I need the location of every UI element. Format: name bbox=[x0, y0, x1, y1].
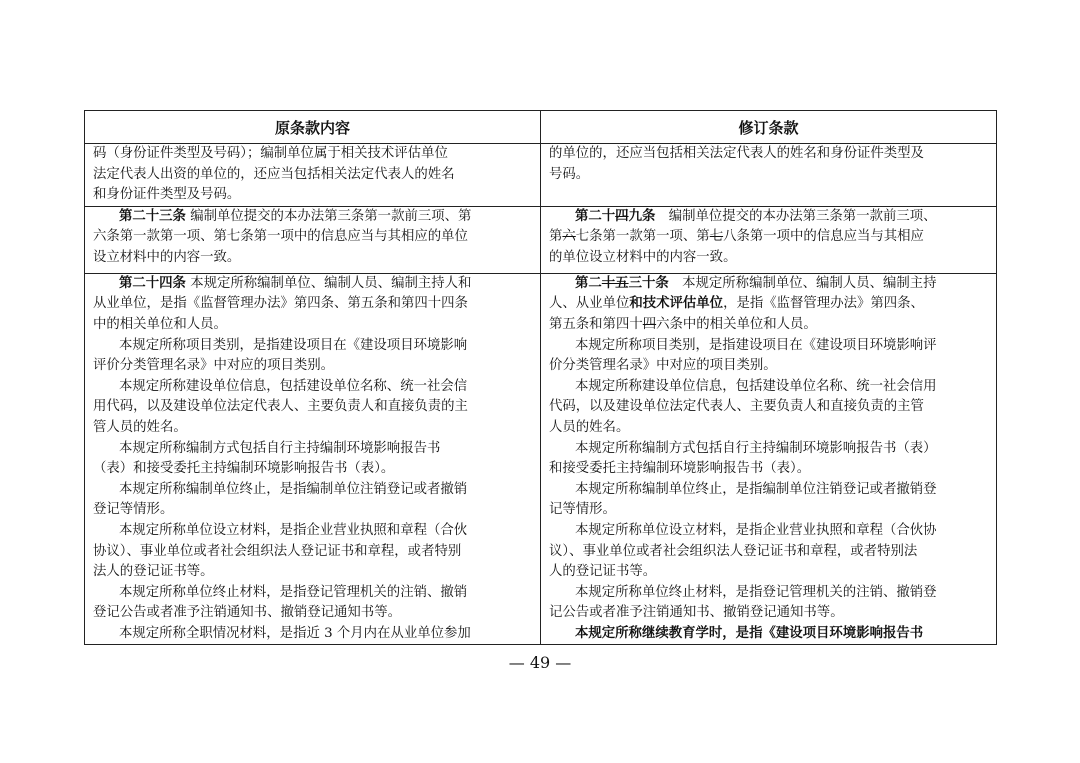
text-line: 本规定所称编制单位终止，是指编制单位注销登记或者撤销登 bbox=[575, 481, 937, 497]
text-line: 登记公告或者准予注销通知书、撤销登记通知书等。 bbox=[93, 605, 401, 621]
article-number: 第二十四条 bbox=[119, 275, 186, 291]
table-row bbox=[85, 273, 997, 645]
inserted-text: 和技术评估单位 bbox=[629, 296, 724, 312]
text-line: 本规定所称编制方式包括自行主持编制环境影响报告书 bbox=[119, 440, 441, 456]
text-line: 登记等情形。 bbox=[93, 502, 174, 518]
cell-original bbox=[85, 273, 541, 645]
deleted-text: 四 bbox=[642, 316, 657, 332]
text-line: 评价分类管理名录》中对应的项目类别。 bbox=[93, 358, 335, 374]
text-line: 第二十三条 编制单位提交的本办法第三条第一款前三项、第 bbox=[119, 208, 472, 224]
text-line: 本规定所称编制方式包括自行主持编制环境影响报告书（表） bbox=[575, 440, 937, 456]
text-line: （表）和接受委托主持编制环境影响报告书（表）。 bbox=[93, 461, 395, 477]
table-header-row bbox=[85, 111, 997, 144]
text-line: 第二十四条 本规定所称编制单位、编制人员、编制主持人和 bbox=[119, 275, 472, 291]
text-line: 的单位设立材料中的内容一致。 bbox=[549, 249, 737, 265]
header-original: 原条款内容 bbox=[85, 111, 541, 144]
cell-revised bbox=[541, 144, 997, 207]
article-number: 第二十四九条 bbox=[575, 208, 656, 224]
table-row bbox=[85, 206, 997, 273]
text-line: 本规定所称单位终止材料，是指登记管理机关的注销、撤销 bbox=[119, 584, 468, 600]
text-line: 和接受委托主持编制环境影响报告书（表）。 bbox=[549, 461, 811, 477]
text-line: 价分类管理名录》中对应的项目类别。 bbox=[549, 358, 777, 374]
table-row bbox=[85, 144, 997, 207]
text-line: 本规定所称全职情况材料，是指近 3 个月内在从业单位参加 bbox=[119, 625, 471, 641]
text-line: 议）、事业单位或者社会组织法人登记证书和章程，或者特别法 bbox=[549, 543, 918, 559]
text-line: 人的登记证书等。 bbox=[549, 564, 657, 580]
text-line: 本规定所称项目类别，是指建设项目在《建设项目环境影响 bbox=[119, 337, 468, 353]
text-line: 的单位的，还应当包括相关法定代表人的姓名和身份证件类型及 bbox=[549, 146, 924, 161]
deleted-text: 四 bbox=[615, 208, 629, 224]
text-line: 号码。 bbox=[549, 166, 590, 182]
text-line: 代码，以及建设单位法定代表人、主要负责人和直接负责的主管 bbox=[549, 399, 924, 415]
text-line: 本规定所称单位设立材料，是指企业营业执照和章程（合伙 bbox=[119, 522, 468, 538]
text-line: 六条第一款第一项、第七条第一项中的信息应当与其相应的单位 bbox=[93, 229, 468, 245]
text-line: 第二十五三十条 本规定所称编制单位、编制人员、编制主持 bbox=[575, 275, 937, 291]
text-line: 管人员的姓名。 bbox=[93, 419, 187, 435]
text-line: 第二十四九条 编制单位提交的本办法第三条第一款前三项、 bbox=[575, 208, 937, 224]
deleted-text: 十五 bbox=[601, 275, 629, 291]
text-line: 人、从业单位和技术评估单位，是指《监督管理办法》第四条、 bbox=[549, 296, 924, 312]
text-line: 本规定所称建设单位信息，包括建设单位名称、统一社会信用 bbox=[575, 378, 937, 394]
text-line: 协议）、事业单位或者社会组织法人登记证书和章程，或者特别 bbox=[93, 543, 462, 559]
article-number: 第二十五三十条 bbox=[575, 275, 669, 291]
page-number: — 49 — bbox=[508, 653, 572, 672]
cell-original bbox=[85, 144, 541, 207]
text-line: 中的相关单位和人员。 bbox=[93, 316, 227, 332]
text-line: 从业单位，是指《监督管理办法》第四条、第五条和第四十四条 bbox=[93, 296, 468, 312]
deleted-text: 七 bbox=[709, 229, 724, 245]
text-line: 法定代表人出资的单位的，还应当包括相关法定代表人的姓名 bbox=[93, 166, 455, 182]
text-line: 本规定所称建设单位信息，包括建设单位名称、统一社会信 bbox=[119, 378, 468, 394]
text-line: 用代码，以及建设单位法定代表人、主要负责人和直接负责的主 bbox=[93, 399, 468, 415]
header-revised: 修订条款 bbox=[541, 111, 997, 144]
text-line: 本规定所称编制单位终止，是指编制单位注销登记或者撤销 bbox=[119, 481, 468, 497]
text-line: 本规定所称继续教育学时，是指《建设项目环境影响报告书 bbox=[575, 625, 924, 641]
document-page bbox=[84, 110, 997, 645]
text-line: 本规定所称项目类别，是指建设项目在《建设项目环境影响评 bbox=[575, 337, 937, 353]
text-line: 人员的姓名。 bbox=[549, 419, 630, 435]
text-line: 记等情形。 bbox=[549, 502, 616, 518]
text-line: 设立材料中的内容一致。 bbox=[93, 249, 241, 265]
text-line: 和身份证件类型及号码。 bbox=[93, 187, 241, 203]
text-line: 本规定所称单位设立材料，是指企业营业执照和章程（合伙协 bbox=[575, 522, 937, 538]
deleted-text: 六 bbox=[562, 229, 576, 245]
text-line: 记公告或者准予注销通知书、撤销登记通知书等。 bbox=[549, 605, 844, 621]
cell-original bbox=[85, 206, 541, 273]
text-line: 法人的登记证书等。 bbox=[93, 564, 214, 580]
cell-revised bbox=[541, 206, 997, 273]
text-line: 第六七条第一款第一项、第七八条第一项中的信息应当与其相应 bbox=[549, 229, 924, 245]
cell-revised bbox=[541, 273, 997, 645]
comparison-table bbox=[84, 110, 997, 645]
text-line: 第五条和第四十四六条中的相关单位和人员。 bbox=[549, 316, 817, 332]
text-line: 本规定所称单位终止材料，是指登记管理机关的注销、撤销登 bbox=[575, 584, 937, 600]
article-number: 第二十三条 bbox=[119, 208, 186, 224]
text-line: 码（身份证件类型及号码）；编制单位属于相关技术评估单位 bbox=[93, 146, 448, 161]
